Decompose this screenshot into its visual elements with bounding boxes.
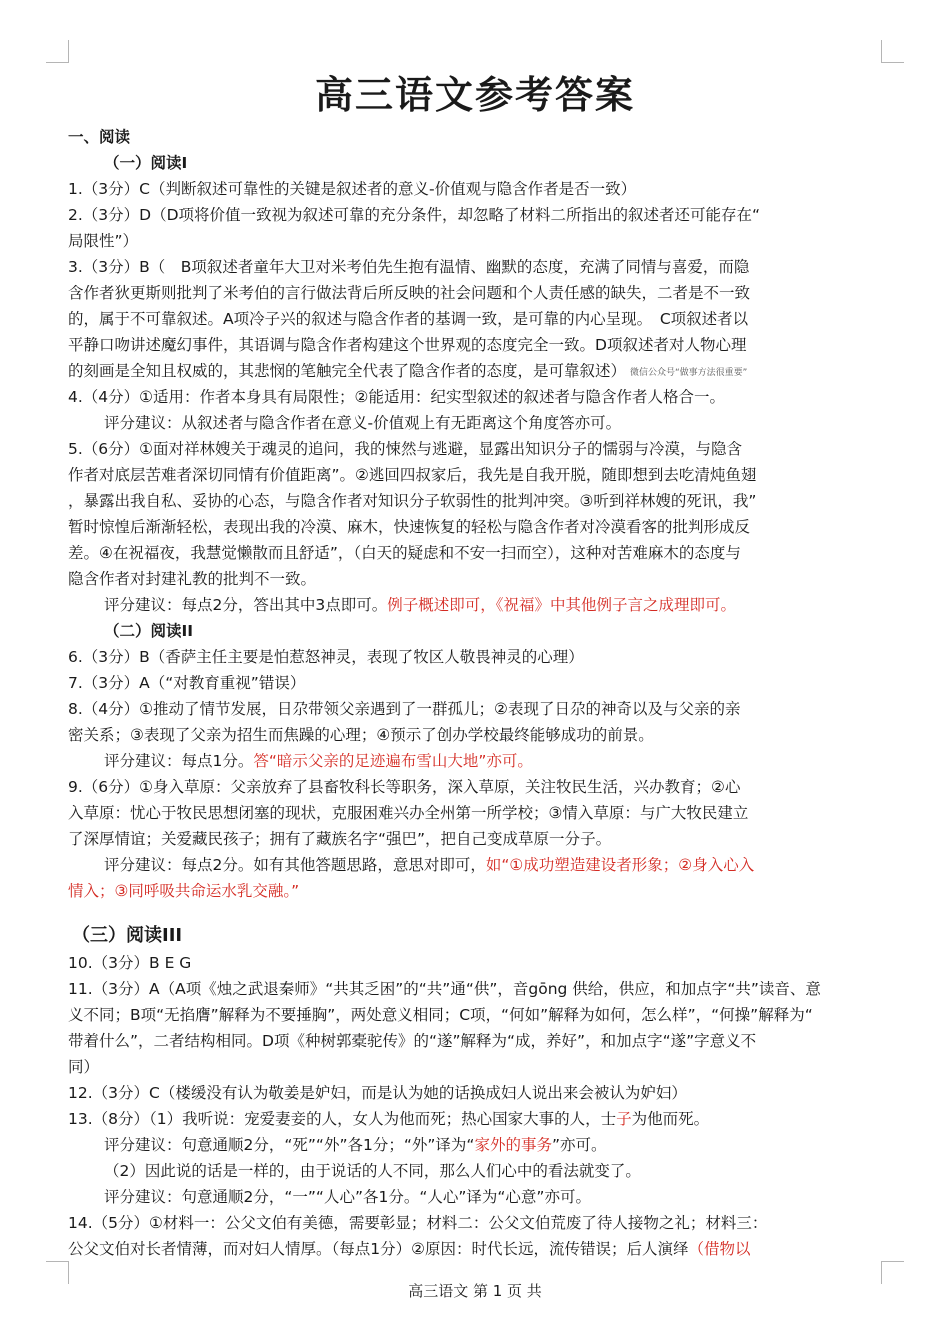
answer-line: 局限性”） (68, 232, 139, 250)
section-heading: 一、阅读 (68, 128, 131, 146)
answer-line: 11.（3分）A（A项《烛之武退秦师》“共其乏困”的“共”通“供”，音gōng 供给，供应，和加点字“共”读音、意 (68, 980, 821, 998)
answer-line: 1.（3分）C（判断叙述可靠性的关键是叙述者的意义-价值观与隐含作者是否一致） (68, 180, 637, 198)
scoring-highlight: 如“①成功塑造建设者形象；②身入心入 (485, 856, 755, 874)
scoring-text: ”亦可。 (551, 1136, 607, 1154)
scoring-text: 评分建议：每点2分，答出其中3点即可。 (104, 596, 388, 614)
scoring-text: 评分建议：每点1分。 (104, 752, 254, 770)
answer-line: 3.（3分）B（ B项叙述者童年大卫对米考伯先生抱有温情、幽默的态度，充满了同情与喜爱，而隐 (68, 258, 750, 276)
answer-line: 义不同；B项“无掐膺”解释为不要捶胸”，两处意义相同；C项，“何如”解释为如何，怎么样”，“何操”解释为“ (68, 1006, 813, 1024)
answer-line: 带着什么”，二者结构相同。D项《种树郭橐驼传》的“遂”解释为“成，养好”，和加点字“遂”字意义不 (68, 1032, 757, 1050)
answer-text: 公父文伯对长者情薄，而对妇人情厚。（每点1分）②原因：时代长远，流传错误；后人演绎 (68, 1240, 689, 1258)
scoring-text: 评分建议：句意通顺2分，“死”“外”各1分；“外”译为“ (104, 1136, 475, 1154)
page-title: 高三语文参考答案 (314, 73, 635, 117)
answer-line: 14.（5分）①材料一：公父文伯有美德，需要彰显；材料二：公父文伯荒废了待人接物之礼；材料三： (68, 1214, 768, 1232)
answer-line: 7.（3分）A（“对教育重视”错误） (68, 674, 306, 692)
answer-line: （2）因此说的话是一样的，由于说话的人不同，那么人们心中的看法就变了。 (104, 1162, 641, 1180)
page-footer: 高三语文 第 1 页 共 (408, 1282, 542, 1300)
scoring-note: 评分建议：从叙述者与隐含作者在意义-价值观上有无距离这个角度答亦可。 (104, 414, 622, 432)
answer-line: 5.（6分）①面对祥林嫂关于魂灵的追问，我的悚然与逃避，显露出知识分子的懦弱与冷漠，与隐含 (68, 440, 743, 458)
answer-line: 作者对底层苦难者深切同情有价值距离”。②逃回四叔家后，我先是自我开脱，随即想到去吃清炖鱼翅 (68, 466, 757, 484)
highlight-text: 子 (616, 1110, 632, 1128)
answer-line: 含作者狄更斯则批判了米考伯的言行做法背后所反映的社会问题和个人责任感的缺失，二者是不一致 (68, 284, 751, 302)
answer-line: 10.（3分）B E G (68, 954, 192, 972)
scoring-highlight: 家外的事务 (474, 1136, 552, 1154)
scoring-note: 评分建议：句意通顺2分，“一”“人心”各1分。“人心”译为“心意”亦可。 (104, 1188, 591, 1206)
subsection-heading: （一）阅读I (104, 154, 188, 172)
watermark: 微信公众号“做事方法很重要” (630, 368, 748, 378)
answer-line: 暂时惊惶后渐渐轻松，表现出我的冷漠、麻木，快速恢复的轻松与隐含作者对冷漠看客的批判形成反 (68, 518, 751, 536)
crop-mark-top-right (881, 40, 904, 63)
answer-line: 12.（3分）C（楼缓没有认为敬姜是妒妇，而是认为她的话换成妇人说出来会被认为妒妇） (68, 1084, 687, 1102)
scoring-highlight: 例子概述即可，《祝福》中其他例子言之成理即可。 (387, 596, 736, 614)
scoring-text: 评分建议：每点2分。如有其他答题思路，意思对即可， (104, 856, 486, 874)
answer-line: 6.（3分）B（香萨主任主要是怕惹怒神灵，表现了牧区人敬畏神灵的心理） (68, 648, 584, 666)
scoring-note (68, 748, 880, 774)
subsection-heading: （二）阅读II (104, 622, 194, 640)
scoring-highlight: 情入；③同呼吸共命运水乳交融。” (68, 882, 300, 900)
answer-body (68, 124, 880, 1262)
answer-line (68, 358, 880, 384)
scoring-note (68, 592, 880, 618)
answer-text: 13.（8分）（1）我听说：宠爱妻妾的人，女人为他而死；热心国家大事的人，士 (68, 1110, 617, 1128)
answer-line (68, 1106, 880, 1132)
crop-mark-top-left (46, 40, 69, 63)
answer-line: 了深厚情谊；关爱藏民孩子；拥有了藏族名字“强巴”，把自己变成草原一分子。 (68, 830, 612, 848)
answer-line: 密关系；③表现了父亲为招生而焦躁的心理；④预示了创办学校最终能够成功的前景。 (68, 726, 654, 744)
answer-line: 的，属于不可靠叙述。A项冷子兴的叙述与隐含作者的基调一致，是可靠的内心呈现。 C项叙述者以 (68, 310, 749, 328)
subsection-heading: （三）阅读III (72, 925, 183, 946)
answer-line: 4.（4分）①适用：作者本身具有局限性；②能适用：纪实型叙述的叙述者与隐含作者人格合一。 (68, 388, 725, 406)
answer-text: 的刻画是全知且权威的，其悲悯的笔触完全代表了隐含作者的态度，是可靠叙述） (68, 362, 627, 380)
answer-line (68, 1236, 880, 1262)
answer-line: ，暴露出我自私、妥协的心态，与隐含作者对知识分子软弱性的批判冲突。③听到祥林嫂的死讯，我” (68, 492, 757, 510)
scoring-note (68, 1132, 880, 1158)
answer-line: 2.（3分）D（D项将价值一致视为叙述可靠的充分条件，却忽略了材料二所指出的叙述者还可能存在“ (68, 206, 761, 224)
answer-line: 同） (68, 1058, 100, 1076)
scoring-highlight: 答“暗示父亲的足迹遍布雪山大地”亦可。 (253, 752, 533, 770)
answer-text: 为他而死。 (631, 1110, 710, 1128)
scoring-note (68, 852, 880, 878)
answer-line: 隐含作者对封建礼教的批判不一致。 (68, 570, 317, 588)
answer-line: 8.（4分）①推动了情节发展，日尕带领父亲遇到了一群孤儿；②表现了日尕的神奇以及与父亲的亲 (68, 700, 741, 718)
highlight-text: （借物以 (688, 1240, 751, 1258)
answer-line: 差。④在祝福夜，我慧觉懒散而且舒适”，（白天的疑虑和不安一扫而空），这种对苦难麻木的态度与 (68, 544, 741, 562)
answer-line: 平静口吻讲述魔幻事件，其语调与隐含作者构建这个世界观的态度完全一致。D项叙述者对人物心理 (68, 336, 747, 354)
answer-line: 9.（6分）①身入草原：父亲放弃了县畜牧科长等职务，深入草原，关注牧民生活，兴办教育；②心 (68, 778, 741, 796)
answer-line: 入草原：忧心于牧民思想闭塞的现状，克服困难兴办全州第一所学校；③情入草原：与广大牧民建立 (68, 804, 749, 822)
